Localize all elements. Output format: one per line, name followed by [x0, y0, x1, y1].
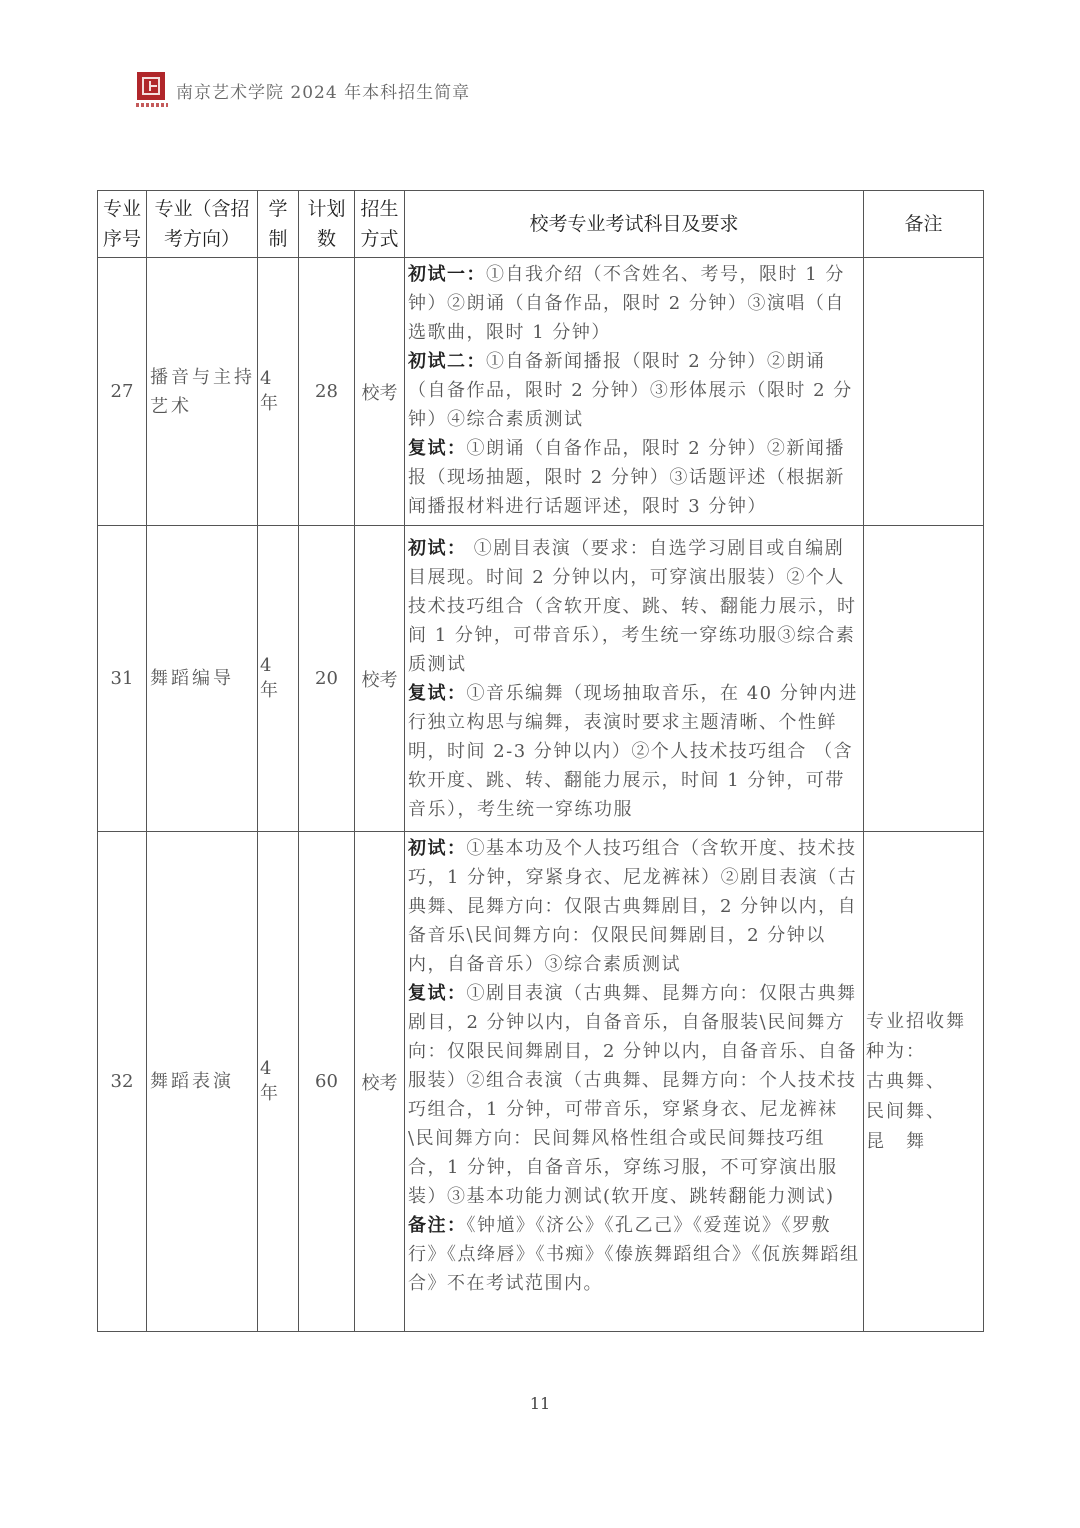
study-duration: 4 年 — [258, 258, 299, 526]
column-header-method: 招生 方式 — [355, 191, 405, 258]
remarks — [864, 258, 984, 526]
requirement-item: 复试：①朗诵（自备作品，限时 2 分钟）②新闻播报（现场抽题，限时 2 分钟）③话题评述（根据新闻播报材料进行话题评述，限时 3 分钟） — [408, 438, 845, 517]
study-duration: 4 年 — [258, 526, 299, 832]
remarks-line: 专业招收舞种为： — [866, 1010, 966, 1062]
remarks-line: 昆 舞 — [866, 1130, 926, 1152]
exam-requirements — [405, 258, 864, 526]
nanjing-art-institute-seal-icon — [136, 70, 166, 110]
admission-method: 校考 — [355, 832, 405, 1332]
remarks-line: 古典舞、 — [866, 1070, 946, 1092]
requirement-item: 初试二：①自备新闻播报（限时 2 分钟）②朗诵（自备作品，限时 2 分钟）③形体展示（限时 2 分钟）④综合素质测试 — [408, 351, 853, 430]
page-number: 11 — [529, 1394, 551, 1413]
exam-requirements — [405, 832, 864, 1332]
plan-count: 60 — [299, 832, 355, 1332]
remarks-line: 民间舞、 — [866, 1100, 946, 1122]
requirement-item: 初试： ①剧目表演（要求：自选学习剧目或自编剧目展现。时间 2 分钟以内，可穿演出服装）②个人技术技巧组合（含软开度、跳、转、翻能力展示，时间 1 分钟，可带音乐），考生统一穿练功服③综合素质测试 — [408, 538, 857, 675]
requirement-item: 备注：《钟馗》《济公》《孔乙己》《爱莲说》《罗敷行》《点绛唇》《书痴》《傣族舞蹈组合》《佤族舞蹈组合》不在考试范围内。 — [408, 1215, 860, 1294]
column-header-requirements: 校考专业考试科目及要求 — [405, 191, 864, 258]
plan-count: 20 — [299, 526, 355, 832]
admission-method: 校考 — [355, 258, 405, 526]
admission-requirements-table — [97, 190, 984, 1332]
major-id: 27 — [98, 258, 147, 526]
column-header-duration: 学 制 — [258, 191, 299, 258]
remarks — [864, 832, 984, 1332]
requirement-item: 复试：①音乐编舞（现场抽取音乐，在 40 分钟内进行独立构思与编舞，表演时要求主题清晰、个性鲜明，时间 2-3 分钟以内）②个人技术技巧组合 （含软开度、跳、转、翻能力展示，时间 1 分钟，可带音乐），考生统一穿练功服 — [408, 683, 858, 820]
major-name: 播音与主持艺术 — [147, 258, 258, 526]
column-header-note: 备注 — [864, 191, 984, 258]
major-name: 舞蹈编导 — [147, 526, 258, 832]
document-header — [136, 68, 470, 112]
remarks — [864, 526, 984, 832]
requirement-item: 复试：①剧目表演（古典舞、昆舞方向：仅限古典舞剧目，2 分钟以内，自备音乐，自备服装\民间舞方向：仅限民间舞剧目，2 分钟以内，自备音乐、自备服装）②组合表演（古典舞、昆舞方向：个人技术技巧组合，1 分钟，可带音乐，穿紧身衣、尼龙裤袜\民间舞方向：民间舞风格性组合或民间舞技巧组合，1 分钟，自备音乐，穿练习服，不可穿演出服装）③基本功能力测试(软开度、跳转翻能力测试) — [408, 983, 858, 1207]
column-header-id: 专业 序号 — [98, 191, 147, 258]
table-row — [98, 832, 984, 1332]
column-header-major: 专业（含招 考方向） — [147, 191, 258, 258]
major-id: 31 — [98, 526, 147, 832]
requirement-item: 初试：①基本功及个人技巧组合（含软开度、技术技巧，1 分钟，穿紧身衣、尼龙裤袜）②剧目表演（古典舞、昆舞方向：仅限古典舞剧目，2 分钟以内，自备音乐\民间舞方向：仅限民间舞剧目，2 分钟以内，自备音乐）③综合素质测试 — [408, 838, 858, 975]
major-name: 舞蹈表演 — [147, 832, 258, 1332]
table-header-row — [98, 191, 984, 258]
exam-requirements — [405, 526, 864, 832]
plan-count: 28 — [299, 258, 355, 526]
requirement-item: 初试一：①自我介绍（不含姓名、考号，限时 1 分钟）②朗诵（自备作品，限时 2 分钟）③演唱（自选歌曲，限时 1 分钟） — [408, 264, 845, 343]
study-duration: 4 年 — [258, 832, 299, 1332]
header-title: 南京艺术学院 2024 年本科招生简章 — [176, 82, 471, 103]
table-row — [98, 526, 984, 832]
table-row — [98, 258, 984, 526]
column-header-plan: 计划 数 — [299, 191, 355, 258]
major-id: 32 — [98, 832, 147, 1332]
admission-method: 校考 — [355, 526, 405, 832]
